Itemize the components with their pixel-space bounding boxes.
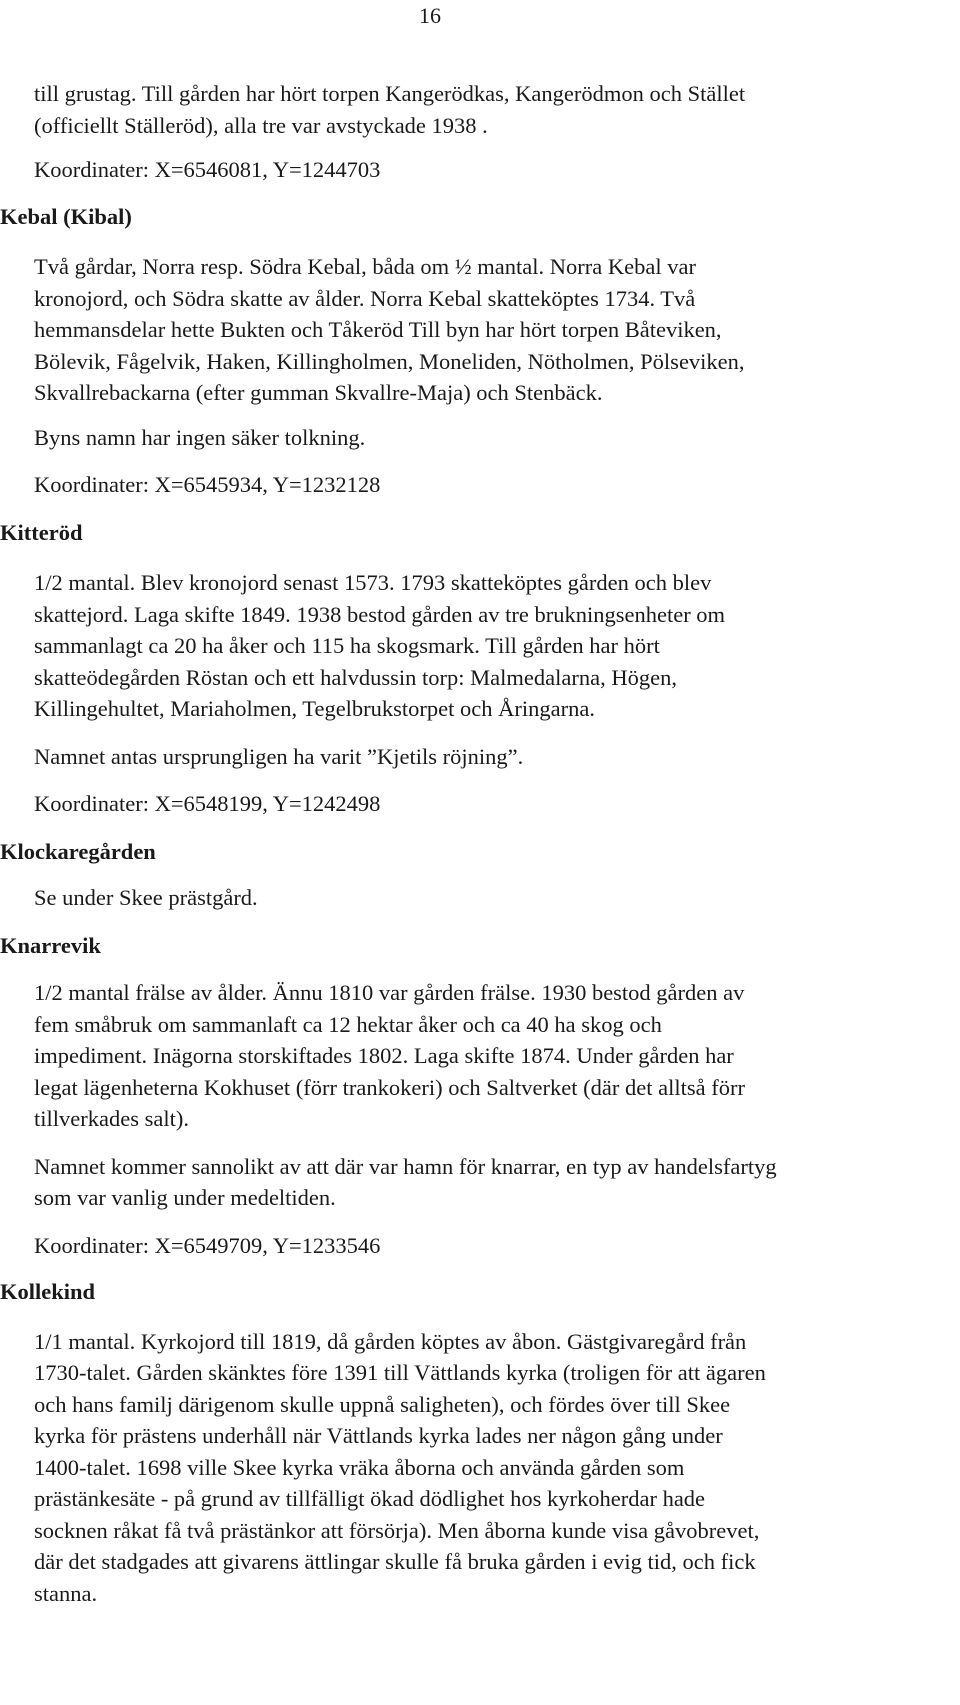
paragraph-kebal: Två gårdar, Norra resp. Södra Kebal, båda om ½ mantal. Norra Kebal var kronojord, och Södra skatte av ålder. Norra Kebal skatteköptes 1734. Två hemmansdelar hette Bukten och Tåkeröd Till byn har hört torpen Båteviken, Bölevik, Fågelvik, Haken, Killingholmen, Moneliden, Nötholmen, Pölseviken, Skvallrebackarna (efter gumman Skvallre-Maja) och Stenbäck. <box>34 254 745 405</box>
paragraph-coordinates-2: Koordinater: X=6545934, Y=1232128 <box>34 472 381 497</box>
paragraph-skee-prastgard: Se under Skee prästgård. <box>34 885 258 910</box>
paragraph-byns-namn: Byns namn har ingen säker tolkning. <box>34 424 366 450</box>
paragraph-namnet-kjetils: Namnet antas ursprungligen ha varit ”Kjetils röjning”. <box>34 743 524 769</box>
paragraph-grustag: till grustag. Till gården har hört torpen Kangerödkas, Kangerödmon och Stället (officiellt Ställeröd), alla tre var avstyckade 1938 . <box>34 81 746 138</box>
paragraph-coordinates-4: Koordinater: X=6549709, Y=1233546 <box>34 1232 381 1258</box>
paragraph-coordinates-1: Koordinater: X=6546081, Y=1244703 <box>34 157 381 182</box>
heading-klockaregarden: Klockaregården <box>0 838 156 864</box>
paragraph-namnet-knarrar: Namnet kommer sannolikt av att där var hamn för knarrar, en typ av handelsfartyg som var vanlig under medeltiden. <box>34 1153 777 1210</box>
heading-kebal: Kebal (Kibal) <box>0 203 132 229</box>
paragraph-kollekind: 1/1 mantal. Kyrkojord till 1819, då gården köptes av åbon. Gästgivaregård från 1730-talet. Gården skänktes före 1391 till Vättlands kyrka (troligen för att ägaren och hans familj därigenom skulle uppnå saligheten), och fördes över till Skee kyrka för prästens underhåll när Vättlands kyrka lades ner någon gång under 1400-talet. 1698 ville Skee kyrka vräka åborna och använda gården som prästänkesäte - på grund av tillfälligt ökad dödlighet hos kyrkoherdar hade socknen råkat få två prästänkor att försörja). Men åborna kunde visa gåvobrevet, där det stadgades att givarens ättlingar skulle få bruka gården i evig tid, och fick stanna. <box>34 1328 766 1606</box>
paragraph-coordinates-3: Koordinater: X=6548199, Y=1242498 <box>34 791 381 816</box>
heading-knarrevik: Knarrevik <box>0 932 101 958</box>
paragraph-kitterod: 1/2 mantal. Blev kronojord senast 1573. 1793 skatteköptes gården och blev skattejord. Laga skifte 1849. 1938 bestod gården av tre brukningsenheter om sammanlagt ca 20 ha åker och 115 ha skogsmark. Till gården har hört skatteödegården Röstan och ett halvdussin torp: Malmedalarna, Högen, Killingehultet, Mariaholmen, Tegelbrukstorpet och Åringarna. <box>34 570 726 721</box>
heading-kollekind: Kollekind <box>0 1279 96 1304</box>
heading-kitterod: Kitteröd <box>0 519 83 545</box>
page-content <box>0 78 960 1609</box>
paragraph-knarrevik: 1/2 mantal frälse av ålder. Ännu 1810 var gården frälse. 1930 bestod gården av fem småbruk om sammanlaft ca 12 hektar åker och ca 40 ha skog och impediment. Inägorna storskiftades 1802. Laga skifte 1874. Under gården har legat lägenheterna Kokhuset (förr trankokeri) och Saltverket (där det alltså förr tillverkades salt). <box>34 980 745 1131</box>
page-number: 16 <box>419 3 441 28</box>
